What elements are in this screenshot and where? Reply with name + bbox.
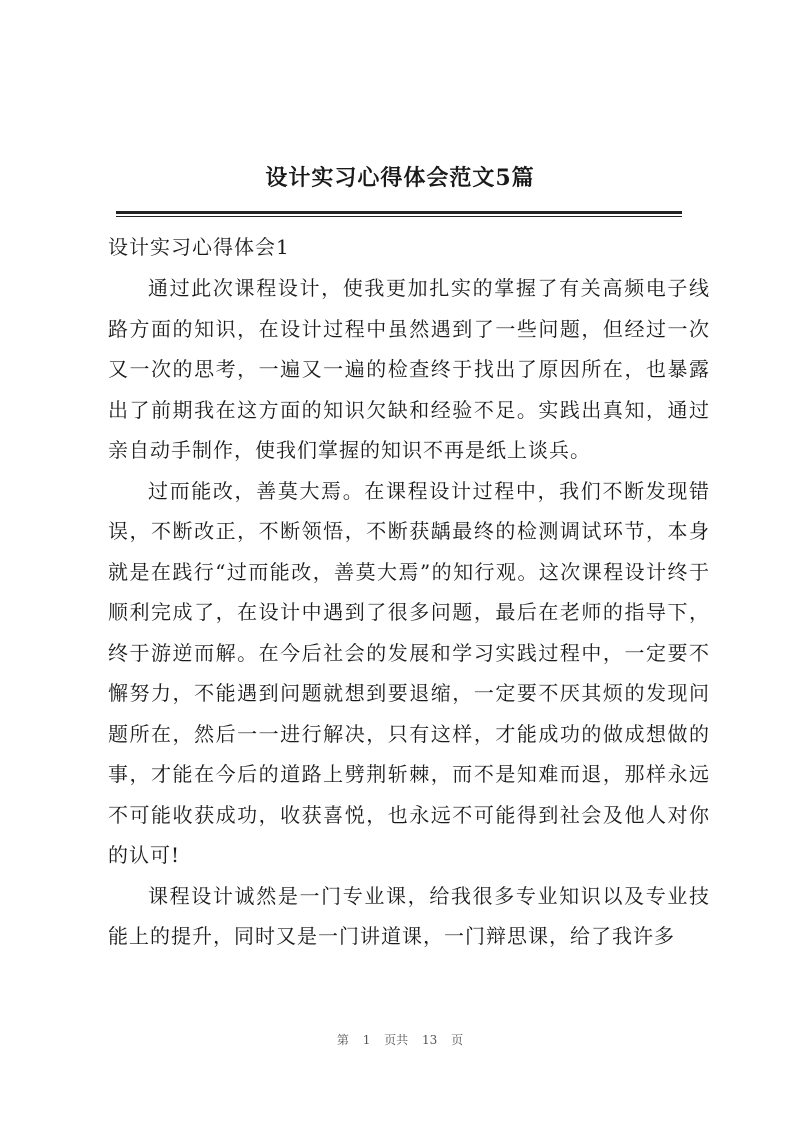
section-heading: 设计实习心得体会1 [108,235,290,259]
document-title: 设计实习心得体会范文5篇 [265,165,535,191]
title-divider-thin [116,216,682,217]
paragraph-2: 过而能改，善莫大焉。在课程设计过程中，我们不断发现错误，不断改正，不断领悟，不断获龋最终的检测调试环节，本身就是在践行“过而能改，善莫大焉”的知行观。这次课程设计终于顺利完成了，在设计中遇到了很多问题，最后在老师的指导下，终于游逆而解。在今后社会的发展和学习实践过程中，一定要不懈努力，不能遇到问题就想到要退缩，一定要不厌其烦的发现问题所在，然后一一进行解决，只有这样，才能成功的做成想做的事，才能在今后的道路上劈荆斩棘，而不是知难而退，那样永远不可能收获成功，收获喜悦，也永远不可能得到社会及他人对你的认可! [108,478,710,867]
paragraph-3: 课程设计诚然是一门专业课，给我很多专业知识以及专业技能上的提升，同时又是一门讲道课，一门辩思课，给了我许多 [108,883,710,948]
title-divider-thick [116,211,682,214]
page-footer: 第 1 页共 13 页 [336,1033,464,1047]
paragraph-1: 通过此次课程设计，使我更加扎实的掌握了有关高频电子线路方面的知识，在设计过程中虽然遇到了一些问题，但经过一次又一次的思考，一遍又一遍的检查终于找出了原因所在，也暴露出了前期我在这方面的知识欠缺和经验不足。实践出真知，通过亲自动手制作，使我们掌握的知识不再是纸上谈兵。 [108,276,710,462]
document-body [108,226,710,957]
